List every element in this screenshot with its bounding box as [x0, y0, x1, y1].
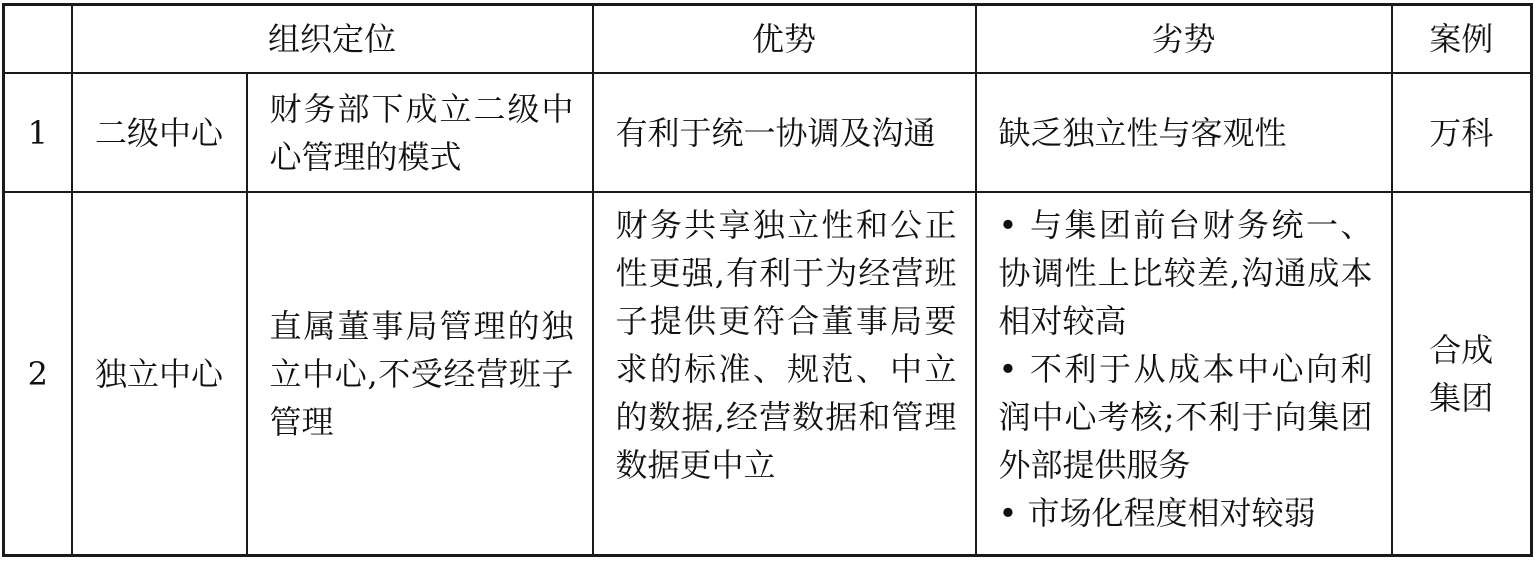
disadvantage-item: • 不利于从成本中心向利润中心考核;不利于向集团外部提供服务 — [998, 350, 1373, 484]
advantage-text: 财务共享独立性和公正性更强,有利于为经营班子提供更符合董事局要求的标准、规范、中立的数据,经营数据和管理数据更中立 — [593, 192, 976, 556]
row-number: 2 — [4, 192, 72, 556]
header-disadvantage: 劣势 — [976, 5, 1392, 74]
header-case: 案例 — [1392, 5, 1532, 74]
case-name: 万科 — [1392, 73, 1532, 192]
disadvantage-item: 缺乏独立性与客观性 — [998, 113, 1287, 152]
disadvantage-text — [976, 73, 1392, 192]
table-row — [4, 73, 1532, 192]
disadvantage-item: • 市场化程度相对较弱 — [998, 494, 1316, 532]
disadvantage-item: • 与集团前台财务统一、协调性上比较差,沟通成本相对较高 — [998, 206, 1373, 340]
case-name: 合成集团 — [1392, 192, 1532, 556]
center-type: 二级中心 — [72, 73, 247, 192]
header-blank-cell — [4, 5, 72, 74]
disadvantage-list — [976, 192, 1392, 556]
row-number: 1 — [4, 73, 72, 192]
center-type: 独立中心 — [72, 192, 247, 556]
table-row — [4, 192, 1532, 556]
header-row — [4, 5, 1532, 74]
center-description: 直属董事局管理的独立中心,不受经营班子管理 — [247, 192, 593, 556]
comparison-table — [2, 3, 1533, 557]
center-description: 财务部下成立二级中心管理的模式 — [247, 73, 593, 192]
advantage-text: 有利于统一协调及沟通 — [593, 73, 976, 192]
header-org-position: 组织定位 — [72, 5, 593, 74]
header-advantage: 优势 — [593, 5, 976, 74]
